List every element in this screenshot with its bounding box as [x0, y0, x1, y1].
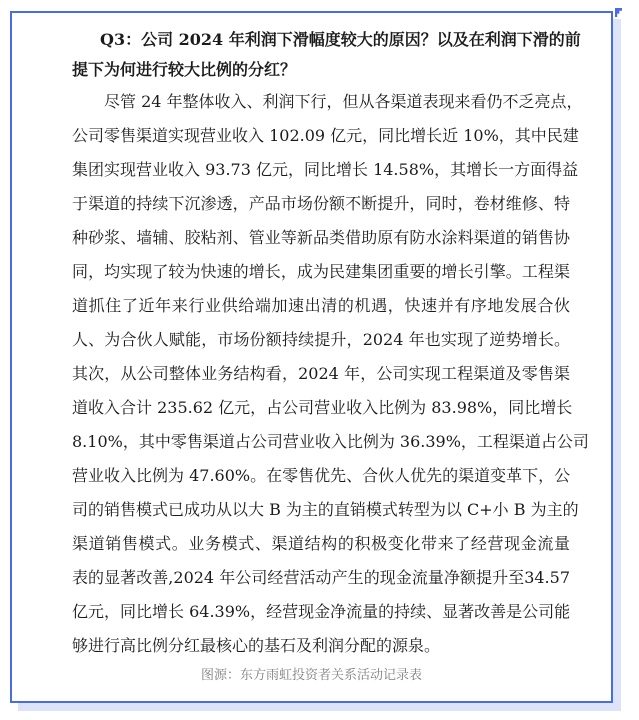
answer-line: 道抓住了近年来行业供给端加速出清的机遇，快速并有序地发展合伙 [72, 296, 570, 315]
corner-artifact-icon [615, 8, 622, 17]
document-frame [10, 11, 613, 703]
question-heading-line: 提下为何进行较大比例的分红？ [72, 60, 297, 79]
answer-line: 渠道销售模式。业务模式、渠道结构的积极变化带来了经营现金流量 [72, 534, 570, 553]
answer-line: 集团实现营业收入 93.73 亿元，同比增长 14.58%，其增长一方面得益 [72, 160, 579, 179]
answer-line: 亿元，同比增长 64.39%，经营现金净流量的持续、显著改善是公司能 [72, 602, 571, 621]
answer-line: 尽管 24 年整体收入、利润下行，但从各渠道表现来看仍不乏亮点， [104, 92, 583, 111]
answer-line: 人、为合伙人赋能，市场份额持续提升，2024 年也实现了逆势增长。 [72, 330, 570, 349]
question-heading-line: Q3：公司 2024 年利润下滑幅度较大的原因？以及在利润下滑的前 [100, 30, 581, 49]
answer-line: 表的显著改善,2024 年公司经营活动产生的现金流量净额提升至34.57 [72, 568, 570, 587]
answer-line: 司的销售模式已成功从以大 B 为主的直销模式转型为以 C+小 B 为主的 [72, 500, 579, 519]
answer-line: 够进行高比例分红最核心的基石及利润分配的源泉。 [72, 636, 441, 655]
answer-line: 其次，从公司整体业务结构看，2024 年，公司实现工程渠道及零售渠 [72, 364, 570, 383]
answer-line: 种砂浆、墙辅、胶粘剂、管业等新品类借助原有防水涂料渠道的销售协 [72, 228, 570, 247]
answer-line: 道收入合计 235.62 亿元，占公司营业收入比例为 83.98%，同比增长 [72, 398, 573, 417]
document-text-block [72, 25, 589, 663]
answer-line: 营业收入比例为 47.60%。在零售优先、合伙人优先的渠道变革下，公 [72, 466, 571, 485]
answer-line: 于渠道的持续下沉渗透，产品市场份额不断提升，同时，卷材维修、特 [72, 194, 570, 213]
answer-line: 同，均实现了较为快速的增长，成为民建集团重要的增长引擎。工程渠 [72, 262, 570, 281]
answer-line: 公司零售渠道实现营业收入 102.09 亿元，同比增长近 10%，其中民建 [72, 126, 579, 145]
answer-line: 8.10%，其中零售渠道占公司营业收入比例为 36.39%，工程渠道占公司 [72, 432, 589, 451]
image-source-caption: 图源：东方雨虹投资者关系活动记录表 [200, 668, 422, 683]
